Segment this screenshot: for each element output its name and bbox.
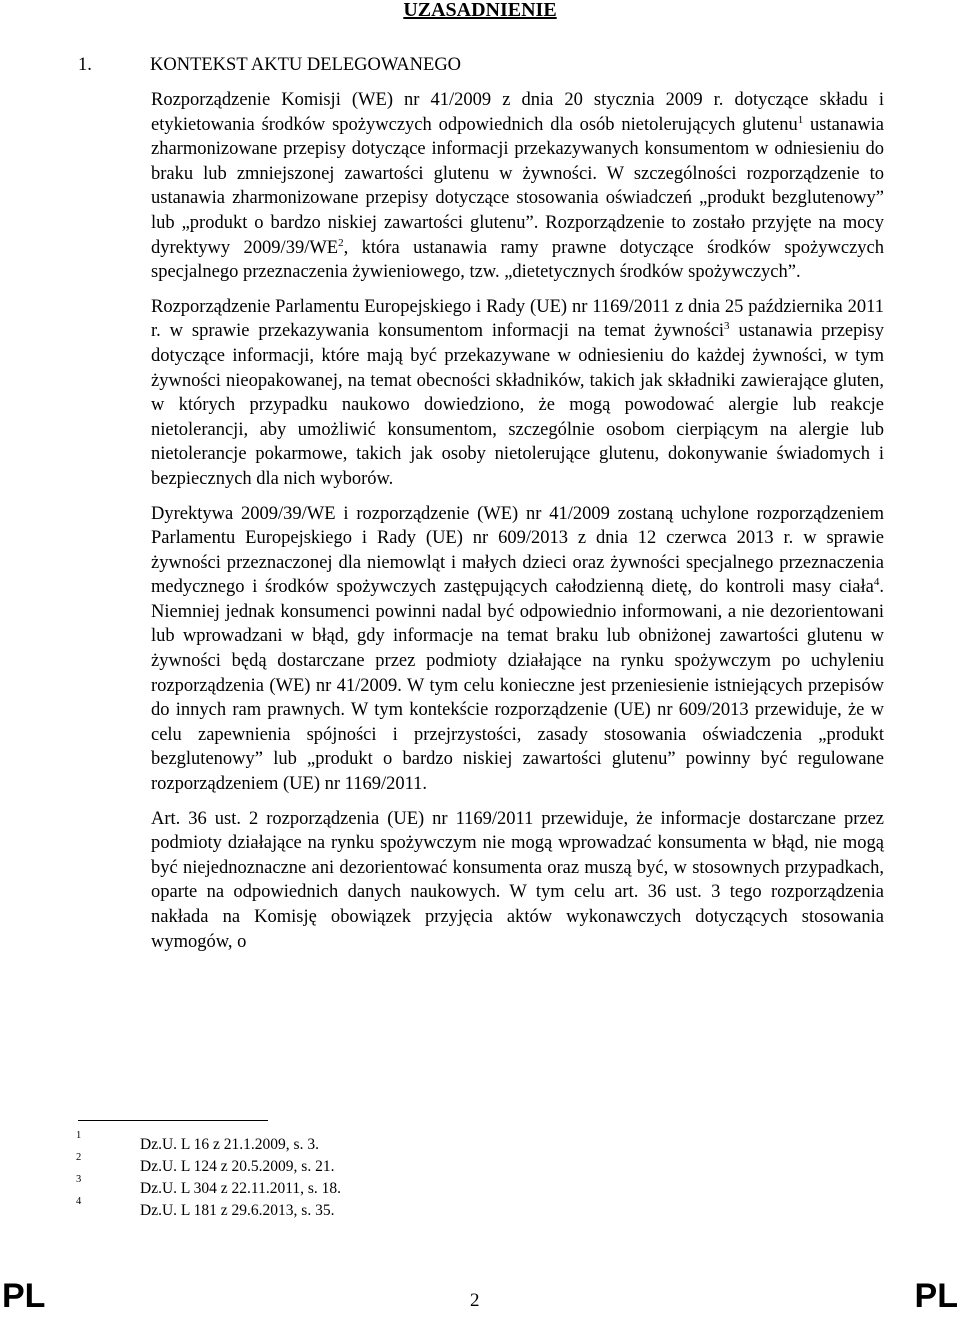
footnote: [78, 1197, 678, 1219]
footnote-number: 4: [76, 1196, 82, 1207]
section-title: KONTEKST AKTU DELEGOWANEGO: [150, 55, 462, 75]
footnote: [78, 1131, 678, 1153]
paragraph-text: Rozporządzenie Parlamentu Europejskiego i Rady (UE) nr 1169/2011 z dnia 25 października 2011 r. w sprawie przekazywania konsumentom informacji na temat żywności: [151, 296, 884, 342]
page-footer: [0, 1278, 960, 1314]
paragraph-text: . Niemniej jednak konsumenci powinni nadal być odpowiednio informowani, a nie dezorientowani lub wprowadzani w błąd, gdy informacje na temat braku lub obniżonej zawartości glutenu w żywności będą dostarczane przez podmioty działające na rynku spożywczym po uchyleniu rozporządzenia (WE) nr 41/2009. W tym celu konieczne jest przeniesienie istniejących przepisów do innych ram prawnych. W tym kontekście rozporządzenie (UE) nr 609/2013 przewiduje, że w celu zapewnienia spójności i przejrzystości, zasady stosowania oświadczenia „produkt bezglutenowy” lub „produkt o bardzo niskiej zawartości glutenu” powinny być regulowane rozporządzeniem (UE) nr 1169/2011.: [151, 577, 884, 795]
footnote-reference: 1: [797, 113, 804, 126]
footnote-number: 1: [76, 1130, 82, 1141]
footnote-reference: 3: [724, 320, 730, 333]
footnote-separator: [78, 1120, 268, 1121]
section-heading: [78, 54, 461, 76]
footnotes: [78, 1131, 678, 1219]
paragraph-text: Dyrektywa 2009/39/WE i rozporządzenie (WE) nr 41/2009 zostaną uchylone rozporządzeniem Parlamentu Europejskiego i Rady (UE) nr 609/2013 z dnia 12 czerwca 2013 r. w sprawie żywności przeznaczonej dla niemowląt i małych dzieci oraz żywności specjalnego przeznaczenia medycznego i środków spożywczych zastępujących całodzienną dietę, do kontroli masy ciała: [151, 503, 884, 598]
document-body: [151, 88, 884, 964]
page-number: 2: [470, 1290, 480, 1311]
paragraph: [151, 502, 884, 797]
footnote-reference: 4: [873, 576, 880, 589]
language-code-left: PL: [2, 1277, 46, 1315]
paragraph-text: ustanawia przepisy dotyczące informacji, które mają być przekazywane w odniesieniu do każdej żywności, w tym żywności nieopakowanej, na temat obecności składników, takich jak składniki zawierające gluten, w których przypadku naukowo dowiedziono, że mogą powodować alergie lub reakcje nietolerancji, aby umożliwić konsumentom, szczególnie osobom cierpiącym na alergie lub nietolerancje pokarmowe, takich jak osoby nietolerujące glutenu, dokonywanie świadomych i bezpiecznych dla nich wyborów.: [151, 321, 884, 489]
footnote-reference: 2: [338, 236, 344, 249]
footnote-text: Dz.U. L 16 z 21.1.2009, s. 3.: [140, 1136, 319, 1153]
footnote-text: Dz.U. L 124 z 20.5.2009, s. 21.: [140, 1158, 335, 1175]
language-code-right: PL: [914, 1277, 958, 1315]
paragraph-text: Art. 36 ust. 2 rozporządzenia (UE) nr 1169/2011 przewiduje, że informacje dostarczane przez podmioty działające na rynku spożywczym nie mogą wprowadzać konsumenta w błąd, nie mogą być niejednoznaczne ani dezorientować konsumenta oraz muszą być, w stosownych przypadkach, oparte na odpowiednich danych naukowych. W tym celu art. 36 ust. 3 tego rozporządzenia nakłada na Komisję obowiązek przyjęcia aktów wykonawczych dotyczących stosowania wymogów, o: [151, 808, 884, 952]
footnote-number: 2: [76, 1152, 82, 1163]
document-title: [0, 0, 960, 20]
paragraph: [151, 807, 884, 955]
document-title-text: UZASADNIENIE: [403, 0, 557, 21]
footnote-text: Dz.U. L 181 z 29.6.2013, s. 35.: [140, 1202, 335, 1219]
paragraph-text: , która ustanawia ramy prawne dotyczące środków spożywczych specjalnego przeznaczenia żywieniowego, tzw. „dietetycznych środków spożywczych”.: [151, 237, 884, 283]
paragraph: [151, 88, 884, 285]
paragraph-text: Rozporządzenie Komisji (WE) nr 41/2009 z dnia 20 stycznia 2009 r. dotyczące składu i etykietowania środków spożywczych odpowiednich dla osób nietolerujących glutenu: [151, 90, 884, 135]
paragraph: [151, 295, 884, 492]
footnote-number: 3: [76, 1174, 82, 1185]
section-number: 1.: [78, 55, 92, 75]
footnote: [78, 1153, 678, 1175]
footnote: [78, 1175, 678, 1197]
paragraph-text: ustanawia zharmonizowane przepisy dotyczące informacji przekazywanych konsumentom w odniesieniu do braku lub zmniejszonej zawartości glutenu w żywności. W szczególności rozporządzenie to ustanawia zharmonizowane przepisy dotyczące stosowania oświadczeń „produkt bezglutenowy” lub „produkt o bardzo niskiej zawartości glutenu”. Rozporządzenie to zostało przyjęte na mocy dyrektywy 2009/39/WE: [151, 114, 884, 258]
footnote-text: Dz.U. L 304 z 22.11.2011, s. 18.: [140, 1180, 342, 1197]
